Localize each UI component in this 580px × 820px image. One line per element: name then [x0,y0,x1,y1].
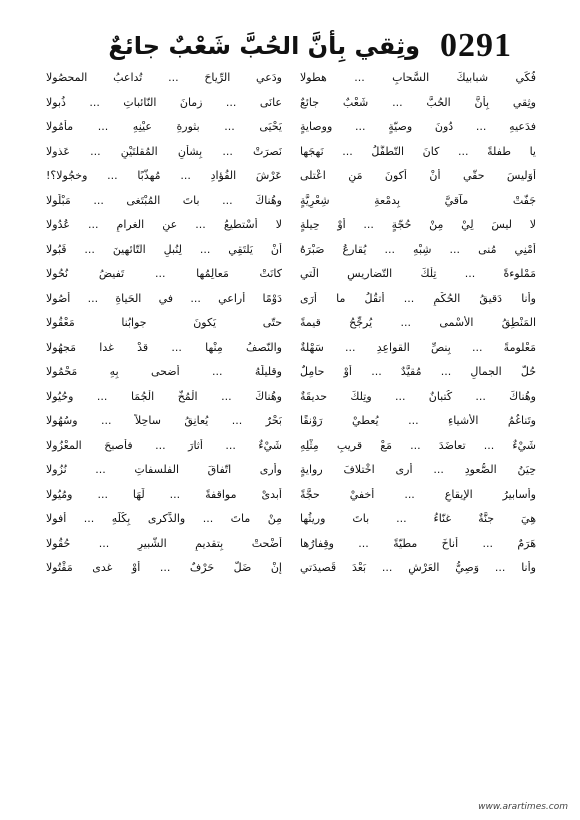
verse-second-hemistich: أبدىْ مواقفةً ... لَهَا ... ومُيُولا [46,487,282,501]
verse-first-hemistich: مَمْلوءةً ... تِلْكَ التّضاريسِ الّتي [300,267,536,281]
poem-title: وثِقي بِأنَّ الحُبَّ شَعْبٌ جائعٌ [108,32,420,60]
verse-second-hemistich: بَحْرٌ ... يُعانِقُ ساحِلاً ... وسُهُولا [46,414,282,428]
verse-second-hemistich: يَحْيَى ... بثورةِ عيْنِهِ ... مأمُولا [46,120,282,134]
verse-first-hemistich: وتَناغُمُ الأشياءِ ... يُعطيْ رَوْنقًا [300,414,536,428]
verse-line [46,287,536,312]
verse-first-hemistich: يا طفلةً ... كانَ التّطفُّلُ ... نَهجَها [300,144,536,158]
verse-second-hemistich: دَوْمًا أُراعي ... في الحَياةِ ... أُصُولا [46,291,282,305]
verse-first-hemistich: حِيَنُ الصُّعودِ ... أرى اخْتلافَ روايةٍ [300,463,536,477]
verse-second-hemistich: عَرْشَ الفُؤادِ ... مُهذَّبًا ... وخجُولا؟! [46,169,282,183]
verse-first-hemistich: جَفّتْ مآقيَّ بِدمْعةِ شِعْرِيَّةٍ [300,193,536,207]
verse-second-hemistich: حتّى يَكونَ جوابُنا مَعْقُولا [46,316,282,330]
verse-line [46,458,536,483]
verse-second-hemistich: ودَعي الرِّياحَ ... تُداعبُ المحصُولا [46,71,282,85]
verse-line [46,189,536,214]
verse-line [46,409,536,434]
verse-line [46,66,536,91]
verse-line [46,164,536,189]
verse-first-hemistich: حُلُّ الجمالِ ... مُقيَّدٌ ... أوْ حامِلٌ [300,365,536,379]
poem-number: 0291 [440,27,512,64]
verse-line [46,336,536,361]
verse-line [46,556,536,581]
verse-second-hemistich: أنْ يَلتَقِي ... لِنُبلِ التّائهينَ ... قَبُولا [46,242,282,256]
verse-second-hemistich: لا أسْتطيعُ ... عنِ الغرامِ ... عُدُولا [46,218,282,232]
verse-second-hemistich: إنْ ضَلَّ حَرْفٌ ... أوْ غدى مَقْتُولا [46,561,282,575]
verse-line [46,483,536,508]
verse-line [46,434,536,459]
verse-first-hemistich: وأنا ... وَصِيُّ العَرْشِ ... بَعْدَ قَصيدَتي [300,561,536,575]
verse-second-hemistich: مِنْ ماتَ ... والذِّكرى بِكُلِّهِ ... أُفولا [46,512,282,526]
verse-first-hemistich: المَنْطِقُ الأسْمى ... يُرجِّحُ قيمةً [300,316,536,330]
verse-second-hemistich: وهُناكَ ... الْمُخُّ الْجُمَا ... وحُيُولا [46,389,282,403]
verse-line [46,532,536,557]
verse-first-hemistich: مَعْلومةً ... بِنصِّ القواعِدِ ... سَهْلةٌ [300,340,536,354]
verse-second-hemistich: نَصرَتْ ... بِشأنِ المُقلتَيْنِ ... عَذولا [46,144,282,158]
verse-second-hemistich: وقليلُهُ ... أضحى بِهِ مَحْمُولا [46,365,282,379]
verse-second-hemistich: والنّصفُ مِنْها ... قدْ غدا مَجهُولا [46,340,282,354]
verse-first-hemistich: فدَعيهِ ... دُونَ وصيّةٍ ... ووصايةٍ [300,120,536,134]
verse-line [46,507,536,532]
footer-site: www.arartimes.com [478,802,568,812]
verse-line [46,311,536,336]
verse-line [46,385,536,410]
verse-line [46,213,536,238]
verse-line [46,115,536,140]
verse-first-hemistich: فُكِّي شبابيكَ السَّحابِ ... هطولا [300,71,536,85]
verse-first-hemistich: لا ليسَ لِيْ مِنْ حُجّةٍ ... أوْ حِيلةٍ [300,218,536,232]
verse-line [46,140,536,165]
verse-second-hemistich: كانَتْ مَعالِمُها ... تَفيضُ نُحُولا [46,267,282,281]
verse-first-hemistich: وأنا دَقيقُ الحُكْمِ ... أتقُلُ ما أرَى [300,291,536,305]
verse-first-hemistich: وهُناكَ ... كُتبانٌ ... وتِلكَ حديقَةٌ [300,389,536,403]
verse-first-hemistich: وثِقي بِأنَّ الحُبَّ ... شَعْبٌ جائعٌ [300,95,536,109]
verse-line [46,262,536,287]
poem-verses [46,66,536,581]
verse-first-hemistich: أُمْنِي مُنى ... شِبْهِ ... يُقارعُ صَبْرَهُ [300,242,536,256]
verse-first-hemistich: هِيَ جنَّةٌ غنّاءُ ... باتَ وريثُها [300,512,536,526]
verse-line [46,238,536,263]
verse-first-hemistich: هَرَمٌ ... أناخَ مطيّةً ... وقِفارُها [300,536,536,550]
verse-second-hemistich: شَيْءٌ ... أثارَ ... فأصبحَ المعْزُولا [46,438,282,452]
verse-first-hemistich: أوَليسَ حقّي أنْ أكونَ مَنِ اعْتلى [300,169,536,183]
verse-second-hemistich: عانَى ... زمانَ النّائباتِ ... ذُبولا [46,95,282,109]
verse-second-hemistich: وأرى اتّفاقَ الفلسفاتِ ... نُزُولا [46,463,282,477]
verse-first-hemistich: شَيْءٌ ... تعاضَدَ ... مَعْ قريبِ مِثْلِهِ [300,438,536,452]
verse-second-hemistich: وهُناكَ ... باتَ المُبْتَغى ... مَبْلُولا [46,193,282,207]
verse-line [46,360,536,385]
verse-first-hemistich: وأسابيرُ الإيقاعِ ... أخفيْ حجَّةً [300,487,536,501]
verse-second-hemistich: أضْحتْ بِتقديمِ الشَّبيرِ ... حُقُولا [46,536,282,550]
verse-line [46,91,536,116]
